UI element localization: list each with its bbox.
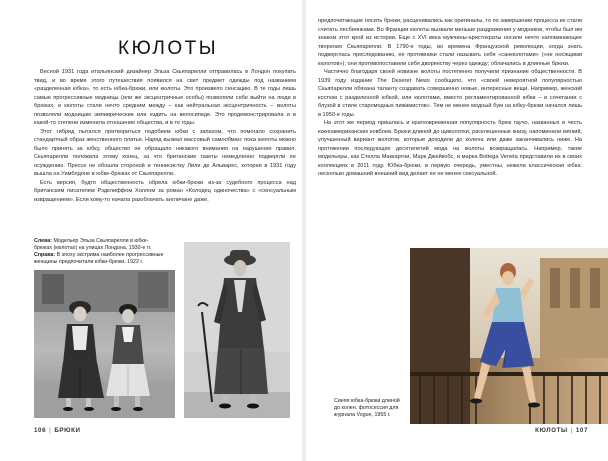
- photo-caption-left: [34, 238, 164, 266]
- right-paragraph-1: предпочитающие носить брюки, расценивались как оригиналы, то по завершении процесса их стали считать лесбиянками. Во Франции кюлоты вызвали меньше раздражения у модников, чтобы был им знаком этот крой из истории. Еще с XVI века мужчины-аристократы носили нечто напоминающее творения Скьяпарелли. В 1790-е годы, во времена Французской революции, когда знать подверглась преследованию, ее противники стали называть себя «санкюлотами» («не носящими кюлотов»); они противопоставили себя дворянству через одежду; облачались в длинные брюки.: [318, 18, 582, 67]
- page-number-right: 107: [575, 427, 588, 434]
- photo-caption-vogue: Синяя юбка-брюки длиной до колен, фотосессия для журнала Vogue, 1955 г.: [334, 398, 400, 418]
- folio-section-right: КЮЛОТЫ: [535, 427, 568, 434]
- folio-section-left: БРЮКИ: [54, 427, 81, 434]
- page-folio-left: [34, 427, 81, 434]
- left-body-text: [34, 68, 296, 204]
- caption-right-label: Справа:: [34, 252, 56, 258]
- photo-schiaparelli-street: [34, 270, 175, 418]
- caption-left-text: Модельер Эльза Скьяпарелли в юбке-брюках (кюлотах) на улицах Лондона, 1930-е гг.: [34, 238, 152, 251]
- right-body-text: [318, 17, 582, 179]
- right-paragraph-2: Частично благодаря своей новизне кюлоты постепенно получили признание общественности. В 1939 году издание The Deseret News сообщило, что «своей невероятной популярностью Скьяпарелли обязана таланту создавать совершенно новые, интересные вещи. Например, женский костюм с разделенной юбкой, или кюлотами, вместо регламентированной юбки – в сочетании с блузой в стиле старомодных пижамистов». Тем не менее модный бум на юбку-брюки начался лишь в 1950-е годы.: [318, 69, 582, 118]
- caption-right-text: В эпоху экстрима наиболее прогрессивные женщины предпочитали юбки-брюки, 1922 г.: [34, 252, 164, 265]
- folio-separator: |: [49, 427, 52, 434]
- left-paragraph-2: Этот гибрид пытался притвориться подобием юбки с запахом, что помогало сохранить стандартный образ женственного платья. Наряд вызвал массовый самообман: пока кюлоты можно было принять за юбку, общество не обращало никакого внимания на нарушение правил. Скьяпарелли положила этому конец, за что британские газеты немедленно подвергли ее осуждению. Прессе не обошла стороной и теннисистку Лили де Альварес, которая в 1931 году вышла на Уимблдоне в юбке-брюках от Скьяпарелли.: [34, 128, 296, 177]
- folio-separator: |: [570, 427, 573, 434]
- page-number-left: 106: [34, 427, 47, 434]
- chapter-title: КЮЛОТЫ: [118, 38, 219, 59]
- photo-woman-1922: [184, 242, 290, 418]
- page-folio-right: [535, 427, 588, 434]
- right-page: [304, 0, 608, 461]
- left-paragraph-3: Есть версия, будто общественность обрела юбки-брюки из-за судебного процесса над британским писателем Рэдклиффом Холлом за роман «Колодец одиночества» с «сенсуальным извращением». Если кому-то начала разоблачать англичане даже,: [34, 179, 296, 203]
- left-paragraph-1: Весной 1931 года итальянский дизайнер Эльза Скьяпарелли отправилась в Лондон покупать твид, и во время этого путешествия появился на свет предмет одежды под названием «разделенная юбка», то есть юбка-брюки, или кюлоты. Это произвело сенсацию. В те годы лишь самые прогрессивные модницы (или же эксцентричные особы) позволяли себе выйти на люди в брюках, и кюлоты стали нечто средним между – как нейтральная эксцентричность – кюлоты позволяли модницам эмпиирические или ездить на велосипеде. Это продемонстрировала и в какой-то степени изменила отношение общества, и в те годы.: [34, 69, 296, 126]
- caption-left-label: Слева:: [34, 238, 52, 244]
- photo-vogue-1955: [410, 248, 608, 424]
- right-paragraph-3: На этот же период пришлась и кратковременная популярность брюк гаучо, названных в честь южноамериканских ковбоев. Брюки длиной до щиколотки, расклешенные книзу, напоминали мягкий, улучшенный вариант кюлотов, которые доходили до колена или даже заканчивались ниже. На протяжении последующих десятилетий мода на кюлоты возвращалась. Например, такие модельеры, как Стелла Маккартни, Марк Джейкобс, и марка Bottega Veneta представили их в своих коллекциях в 2011 году. Юбка-брюки, в первую очередь, уместны, нежели классическая юбка: несколько домашний внешний вид делает ее не менее сексуальной.: [318, 120, 582, 177]
